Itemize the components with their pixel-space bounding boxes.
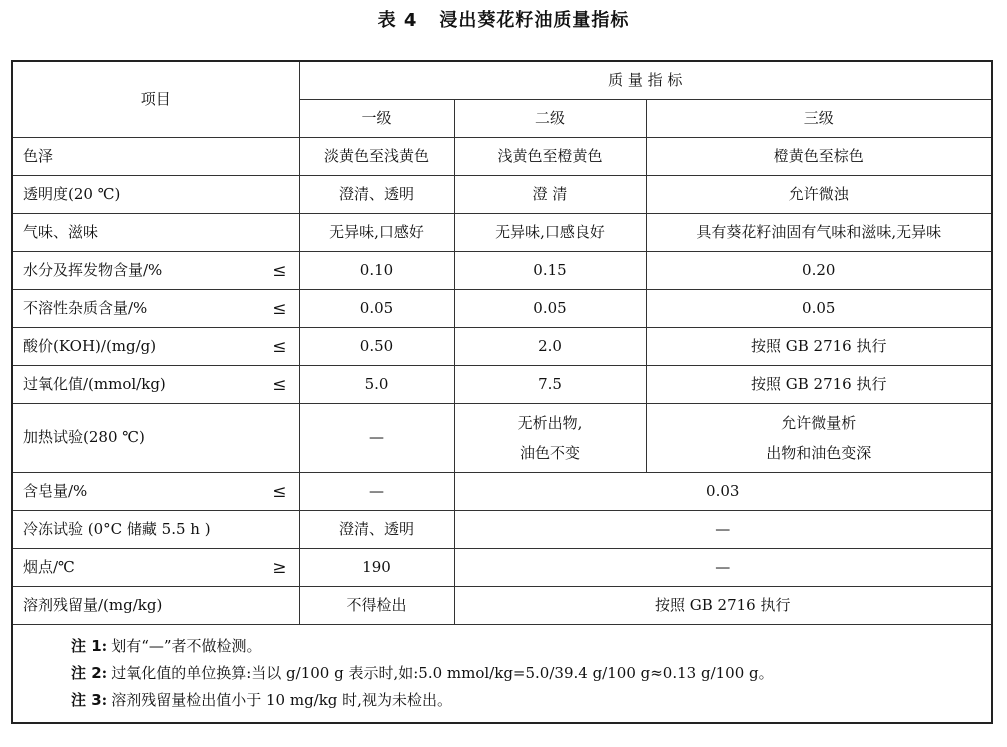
note-label: 注 3	[71, 691, 102, 709]
notes-row	[12, 625, 992, 724]
row-label: 含皂量/%	[23, 481, 88, 500]
row-label-cell	[12, 328, 299, 366]
table-name: 浸出葵花籽油质量指标	[439, 10, 630, 31]
table-row	[12, 138, 992, 176]
comparison-symbol: ≥	[272, 557, 287, 578]
header-grade3: 三级	[646, 100, 992, 138]
row-label: 透明度(20 ℃)	[12, 176, 299, 214]
cell-grade2	[454, 404, 646, 473]
cell-grade2: 0.05	[454, 290, 646, 328]
row-label-cell	[12, 473, 299, 511]
header-item: 项目	[12, 61, 299, 138]
cell-grade2: 7.5	[454, 366, 646, 404]
table-number: 表 4	[377, 10, 418, 31]
cell-grade1: 无异味,口感好	[299, 214, 454, 252]
cell-grade3: 0.20	[646, 252, 992, 290]
cell-grade2-3: 按照 GB 2716 执行	[454, 587, 992, 625]
cell-grade2-3: —	[454, 549, 992, 587]
row-label: 不溶性杂质含量/%	[23, 298, 148, 317]
row-label: 冷冻试验 (0°C 储藏 5.5 h )	[12, 511, 299, 549]
cell-grade1: 澄清、透明	[299, 176, 454, 214]
note-label: 注 2	[71, 664, 102, 682]
row-label: 加热试验(280 ℃)	[12, 404, 299, 473]
cell-grade2: 0.15	[454, 252, 646, 290]
cell-grade1: —	[299, 473, 454, 511]
row-label-cell	[12, 290, 299, 328]
row-label: 过氧化值/(mmol/kg)	[23, 374, 166, 393]
table-row	[12, 511, 992, 549]
cell-grade2: 澄 清	[454, 176, 646, 214]
note-item: 注 2: 过氧化值的单位换算:当以 g/100 g 表示时,如:5.0 mmol/kg=5.0/39.4 g/100 g≈0.13 g/100 g。	[71, 664, 774, 682]
quality-spec-table	[11, 60, 993, 724]
table-row	[12, 587, 992, 625]
comparison-symbol: ≤	[272, 260, 287, 281]
comparison-symbol: ≤	[272, 336, 287, 357]
cell-grade1: 0.10	[299, 252, 454, 290]
header-grade2: 二级	[454, 100, 646, 138]
cell-grade1: 澄清、透明	[299, 511, 454, 549]
cell-line: 出物和油色变深	[766, 444, 872, 462]
row-label: 水分及挥发物含量/%	[23, 260, 163, 279]
cell-grade1: 5.0	[299, 366, 454, 404]
cell-grade3: 按照 GB 2716 执行	[646, 328, 992, 366]
comparison-symbol: ≤	[272, 481, 287, 502]
header-grade1: 一级	[299, 100, 454, 138]
cell-grade2: 2.0	[454, 328, 646, 366]
cell-grade1: 淡黄色至浅黄色	[299, 138, 454, 176]
notes-cell	[12, 625, 992, 724]
cell-grade1: 0.50	[299, 328, 454, 366]
cell-grade1: —	[299, 404, 454, 473]
cell-grade3: 0.05	[646, 290, 992, 328]
comparison-symbol: ≤	[272, 374, 287, 395]
table-row	[12, 290, 992, 328]
cell-grade1: 0.05	[299, 290, 454, 328]
cell-grade1: 190	[299, 549, 454, 587]
row-label: 色泽	[12, 138, 299, 176]
note-text: 划有“—”者不做检测。	[111, 637, 262, 655]
table-row	[12, 176, 992, 214]
table-title	[0, 6, 1007, 36]
cell-grade2: 浅黄色至橙黄色	[454, 138, 646, 176]
cell-line: 无析出物,	[517, 414, 583, 432]
cell-grade3: 具有葵花籽油固有气味和滋味,无异味	[646, 214, 992, 252]
note-item: 注 3: 溶剂残留量检出值小于 10 mg/kg 时,视为未检出。	[71, 691, 452, 709]
row-label-cell	[12, 549, 299, 587]
table-row	[12, 366, 992, 404]
cell-grade2-3: 0.03	[454, 473, 992, 511]
header-row-1	[12, 61, 992, 100]
row-label: 酸价(KOH)/(mg/g)	[23, 336, 157, 355]
cell-grade2-3: —	[454, 511, 992, 549]
cell-grade3: 按照 GB 2716 执行	[646, 366, 992, 404]
table-row	[12, 404, 992, 473]
table-row	[12, 328, 992, 366]
cell-grade3: 允许微浊	[646, 176, 992, 214]
cell-grade2: 无异味,口感良好	[454, 214, 646, 252]
cell-grade1: 不得检出	[299, 587, 454, 625]
row-label: 气味、滋味	[12, 214, 299, 252]
cell-line: 油色不变	[519, 444, 580, 462]
row-label: 溶剂残留量/(mg/kg)	[12, 587, 299, 625]
note-item: 注 1: 划有“—”者不做检测。	[71, 637, 262, 655]
row-label-cell	[12, 252, 299, 290]
table-row	[12, 252, 992, 290]
header-quality: 质 量 指 标	[299, 61, 992, 100]
table-row	[12, 473, 992, 511]
table-row	[12, 549, 992, 587]
comparison-symbol: ≤	[272, 298, 287, 319]
row-label-cell	[12, 366, 299, 404]
cell-line: 允许微量析	[781, 414, 857, 432]
note-text: 过氧化值的单位换算:当以 g/100 g 表示时,如:5.0 mmol/kg=5.0/39.4 g/100 g≈0.13 g/100 g。	[111, 664, 774, 682]
table-row	[12, 214, 992, 252]
row-label: 烟点/℃	[23, 557, 75, 576]
cell-grade3: 橙黄色至棕色	[646, 138, 992, 176]
cell-grade3	[646, 404, 992, 473]
note-text: 溶剂残留量检出值小于 10 mg/kg 时,视为未检出。	[111, 691, 452, 709]
note-label: 注 1	[71, 637, 102, 655]
